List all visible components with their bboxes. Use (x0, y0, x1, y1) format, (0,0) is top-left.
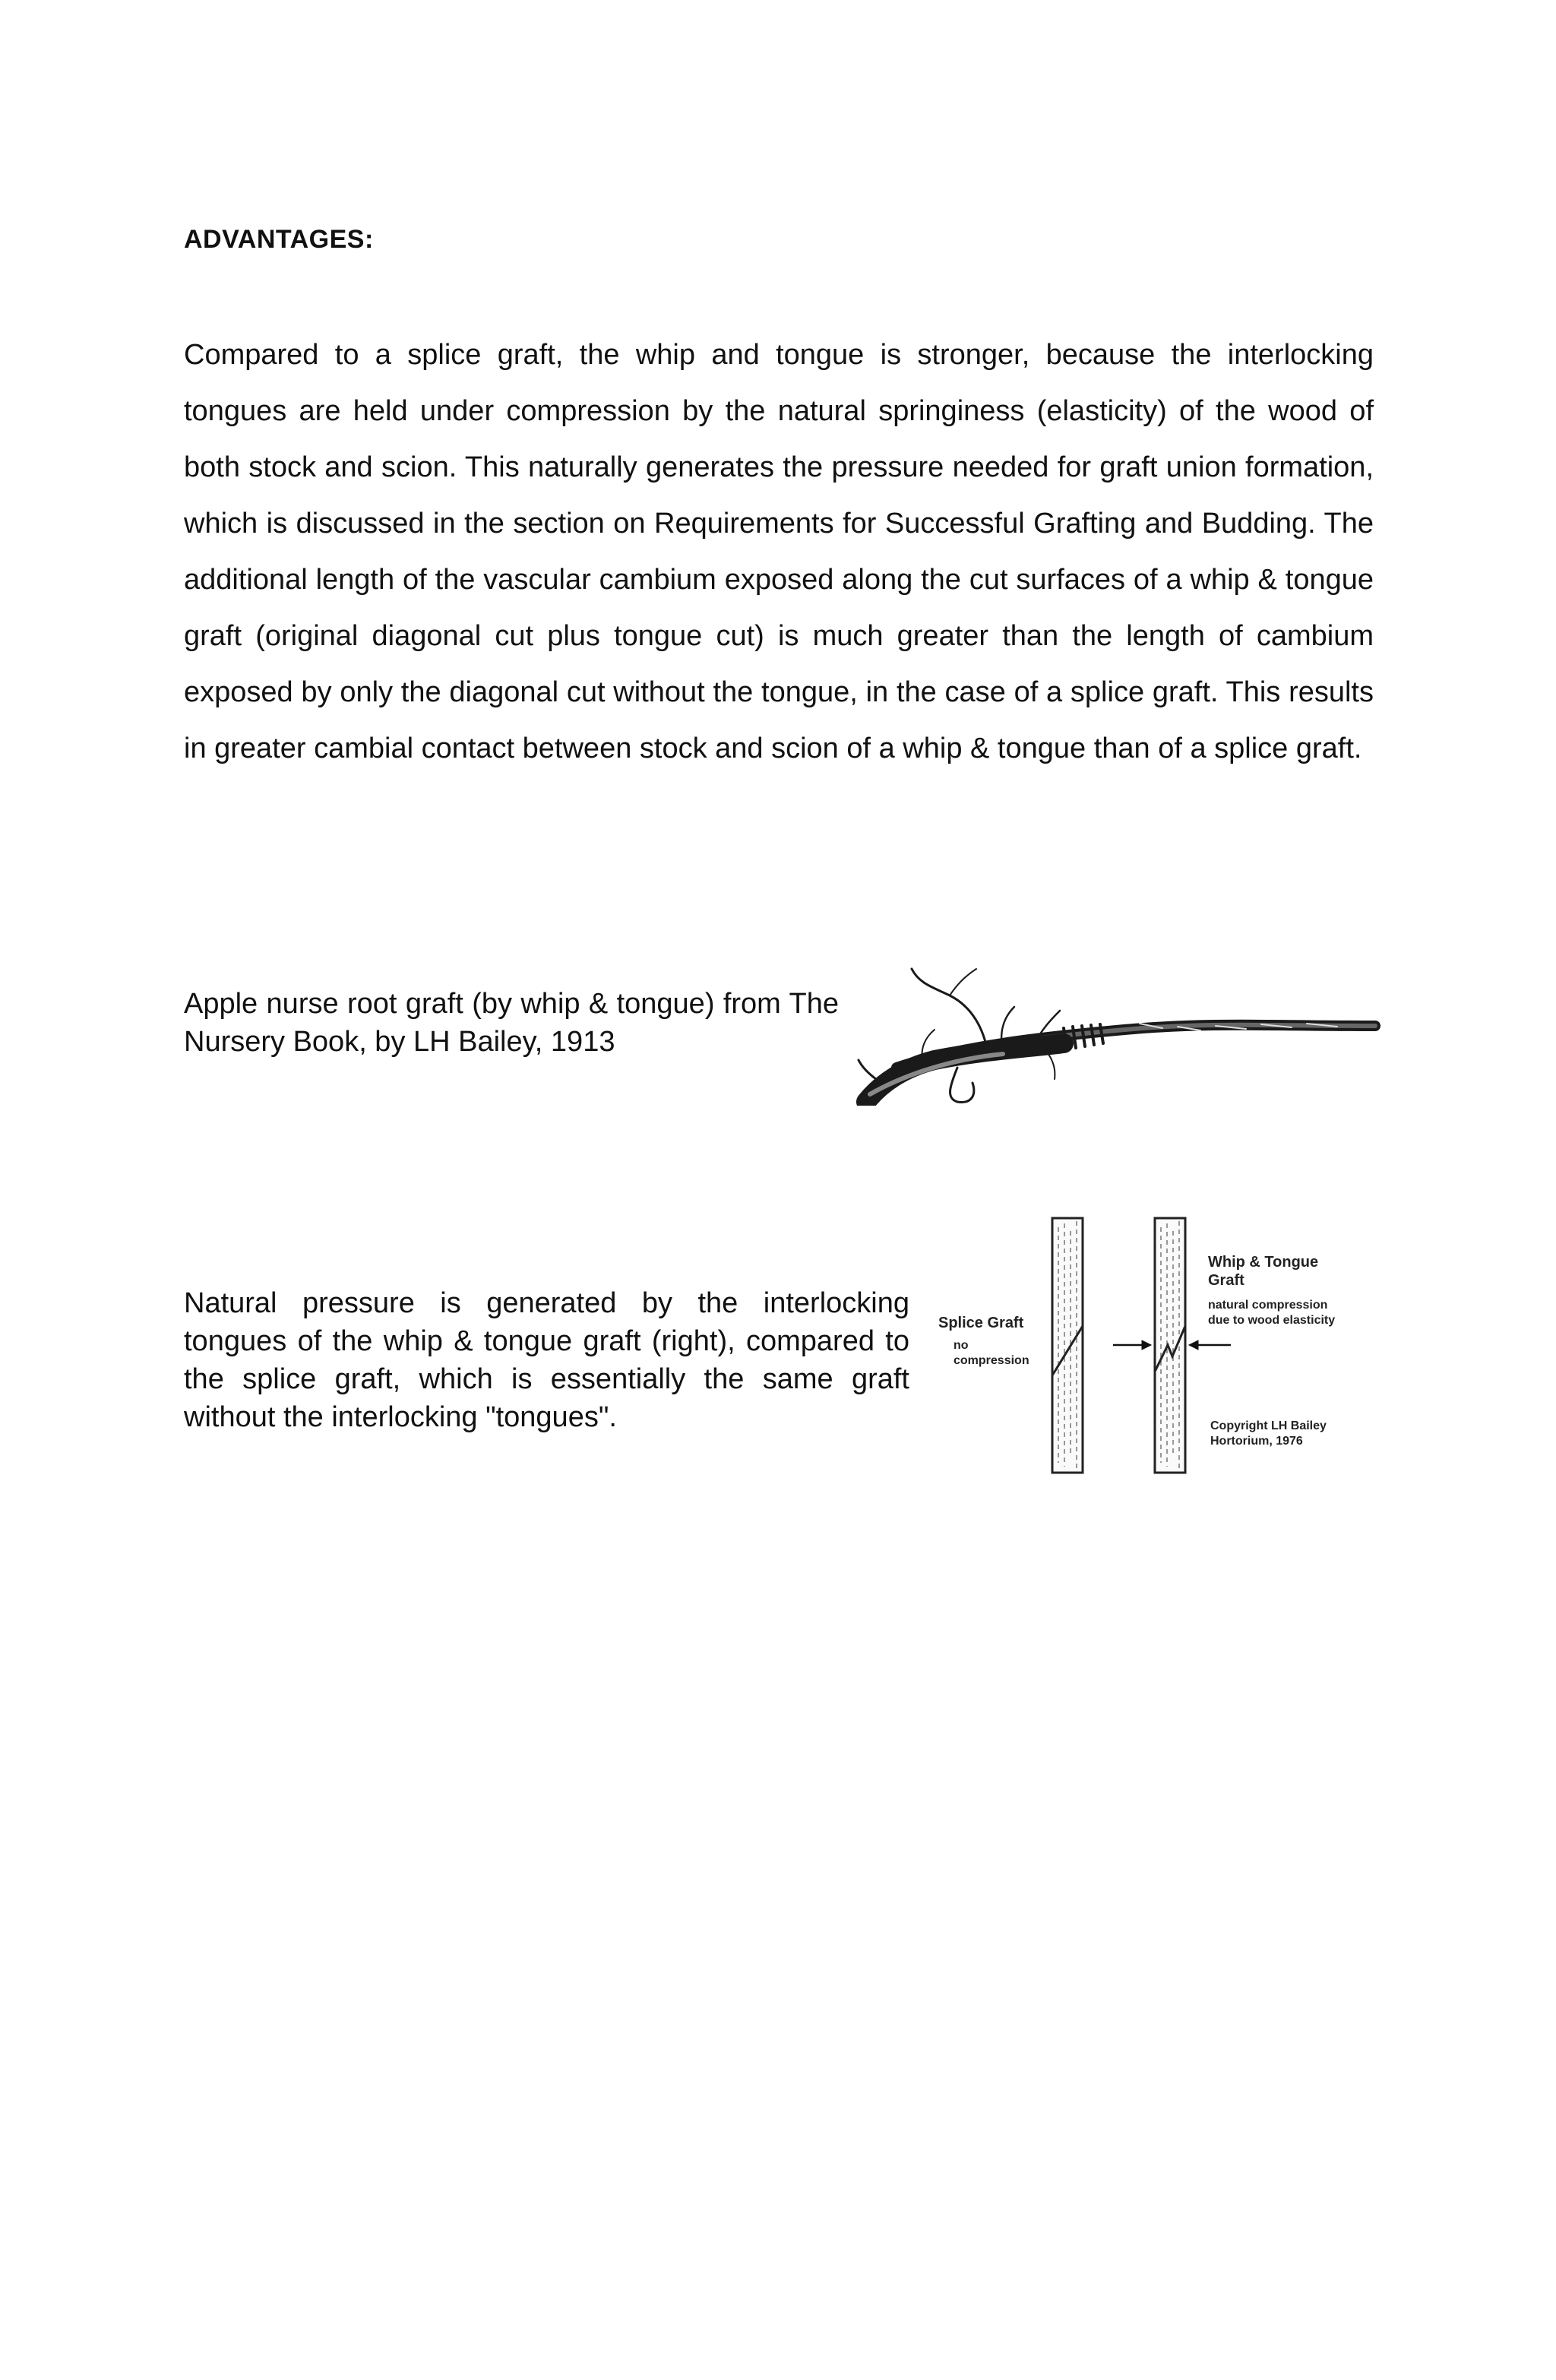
whip-tongue-label-line2: Graft (1208, 1272, 1244, 1289)
advantages-paragraph: Compared to a splice graft, the whip and tongue is stronger, because the interlocking tongues are held under compression by the natural springiness (elasticity) of the wood of both stock and scion. This naturally generates the pressure needed for graft union formation, which is discussed in the section on Requirements for Successful Grafting and Budding. The additional length of the vascular cambium exposed along the cut surfaces of a whip & tongue graft (original diagonal cut plus tongue cut) is much greater than the length of cambium exposed by only the diagonal cut without the tongue, in the case of a splice graft. This results in greater cambial contact between stock and scion of a whip & tongue than of a splice graft. (184, 339, 1374, 764)
copyright-line2: Hortorium, 1976 (1210, 1435, 1303, 1448)
splice-note-line1: no (954, 1339, 969, 1352)
graft-comparison-diagram (931, 1212, 1387, 1478)
section-heading: ADVANTAGES: (184, 225, 374, 254)
figure1-caption: Apple nurse root graft (by whip & tongue) from The Nursery Book, by LH Bailey, 1913 (184, 988, 839, 1058)
whip-tongue-stem-icon (1155, 1218, 1185, 1473)
figure2-caption: Natural pressure is generated by the interlocking tongues of the whip & tongue graft (right), compared to the splice graft, which is essentially the same graft without the interlocking "tongues". (184, 1287, 909, 1433)
root-graft-illustration (851, 954, 1383, 1106)
splice-graft-label: Splice Graft (938, 1315, 1024, 1331)
whip-note-line1: natural compression (1208, 1299, 1328, 1312)
splice-note-line2: compression (954, 1354, 1029, 1367)
whip-note-line2: due to wood elasticity (1208, 1314, 1336, 1327)
whip-tongue-label-line1: Whip & Tongue (1208, 1254, 1319, 1271)
splice-graft-stem-icon (1052, 1218, 1083, 1473)
copyright-line1: Copyright LH Bailey (1210, 1419, 1327, 1432)
